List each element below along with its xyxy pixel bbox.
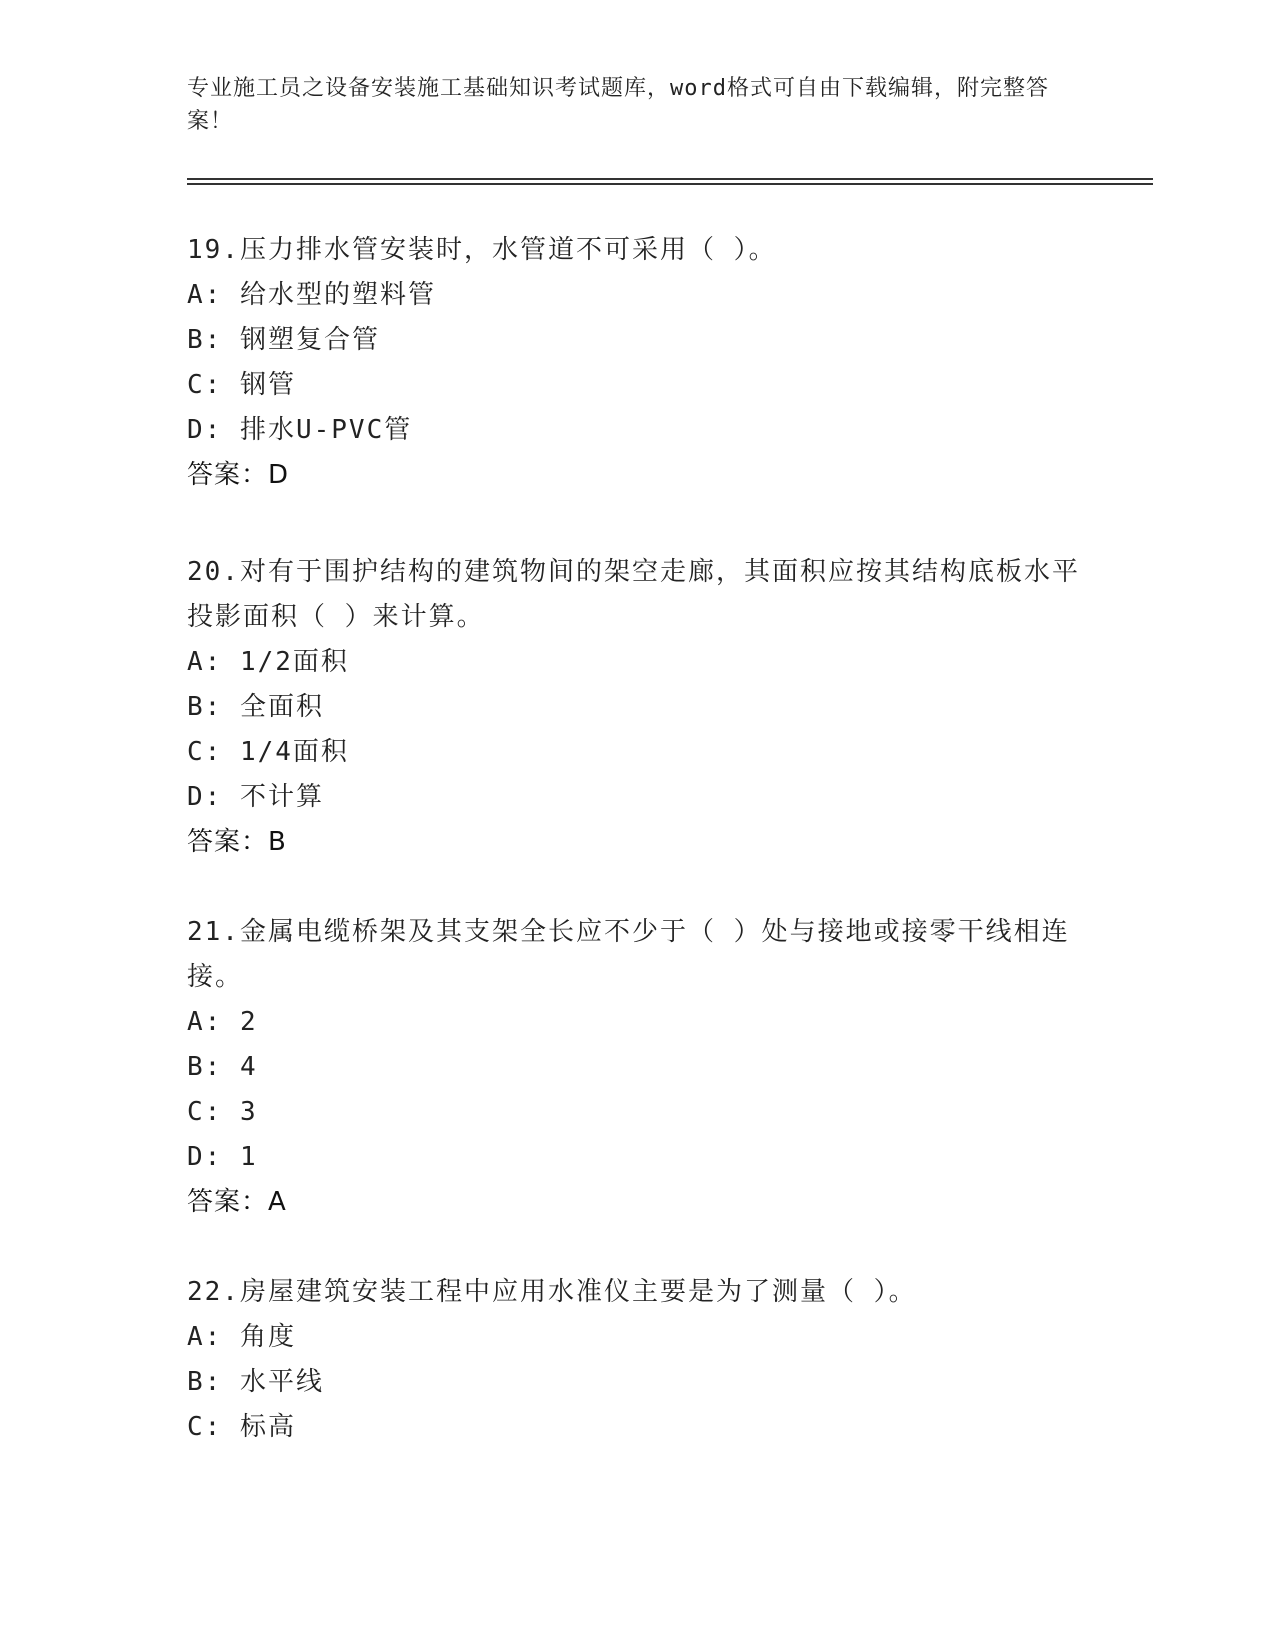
answer-line: 答案：B — [187, 827, 287, 857]
option-text: 钢管 — [239, 370, 296, 400]
option-text: 3 — [239, 1097, 258, 1127]
option-text: 给水型的塑料管 — [239, 280, 436, 310]
option-text: 2 — [239, 1007, 258, 1037]
option-text: 角度 — [239, 1322, 296, 1352]
option-letter: C: — [187, 370, 223, 400]
question-stem: 22.房屋建筑安装工程中应用水准仪主要是为了测量（ ）。 — [187, 1277, 917, 1307]
document-header: 专业施工员之设备安装施工基础知识考试题库，word格式可自由下载编辑，附完整答案！ — [187, 76, 1049, 134]
option-text: 钢塑复合管 — [239, 325, 380, 355]
answer-line: 答案：D — [187, 460, 290, 490]
header-divider-line-secondary — [187, 183, 1153, 185]
option-a — [187, 273, 1087, 318]
option-d — [187, 775, 1087, 820]
question-21 — [187, 910, 1087, 1225]
option-text: 排水U-PVC管 — [239, 415, 413, 445]
option-text: 标高 — [239, 1412, 296, 1442]
option-letter: D: — [187, 1142, 223, 1172]
option-letter: D: — [187, 415, 223, 445]
option-letter: B: — [187, 325, 223, 355]
header-divider-line — [187, 178, 1153, 180]
option-c — [187, 730, 1087, 775]
option-text: 1/4面积 — [239, 737, 349, 767]
option-c — [187, 1405, 1087, 1450]
option-c — [187, 1090, 1087, 1135]
option-letter: B: — [187, 692, 223, 722]
option-letter: A: — [187, 1007, 223, 1037]
option-text: 1 — [239, 1142, 258, 1172]
question-stem: 20.对有于围护结构的建筑物间的架空走廊，其面积应按其结构底板水平投影面积（ ）来计算。 — [187, 557, 1080, 632]
option-letter: B: — [187, 1052, 223, 1082]
option-letter: B: — [187, 1367, 223, 1397]
question-19 — [187, 228, 1087, 498]
option-a — [187, 1315, 1087, 1360]
option-a — [187, 1000, 1087, 1045]
option-letter: C: — [187, 1412, 223, 1442]
option-d — [187, 408, 1087, 453]
question-stem: 21.金属电缆桥架及其支架全长应不少于（ ）处与接地或接零干线相连接。 — [187, 917, 1070, 992]
option-text: 4 — [239, 1052, 258, 1082]
option-text: 全面积 — [239, 692, 324, 722]
question-20 — [187, 550, 1087, 865]
option-b — [187, 685, 1087, 730]
option-d — [187, 1135, 1087, 1180]
question-22 — [187, 1270, 1087, 1450]
answer-line: 答案：A — [187, 1187, 287, 1217]
option-a — [187, 640, 1087, 685]
option-c — [187, 363, 1087, 408]
option-b — [187, 318, 1087, 363]
option-letter: A: — [187, 1322, 223, 1352]
question-stem: 19.压力排水管安装时，水管道不可采用（ ）。 — [187, 235, 777, 265]
option-text: 不计算 — [239, 782, 324, 812]
option-text: 水平线 — [239, 1367, 324, 1397]
option-b — [187, 1360, 1087, 1405]
option-letter: D: — [187, 782, 223, 812]
option-letter: C: — [187, 737, 223, 767]
option-letter: A: — [187, 280, 223, 310]
option-text: 1/2面积 — [239, 647, 349, 677]
option-b — [187, 1045, 1087, 1090]
option-letter: C: — [187, 1097, 223, 1127]
option-letter: A: — [187, 647, 223, 677]
